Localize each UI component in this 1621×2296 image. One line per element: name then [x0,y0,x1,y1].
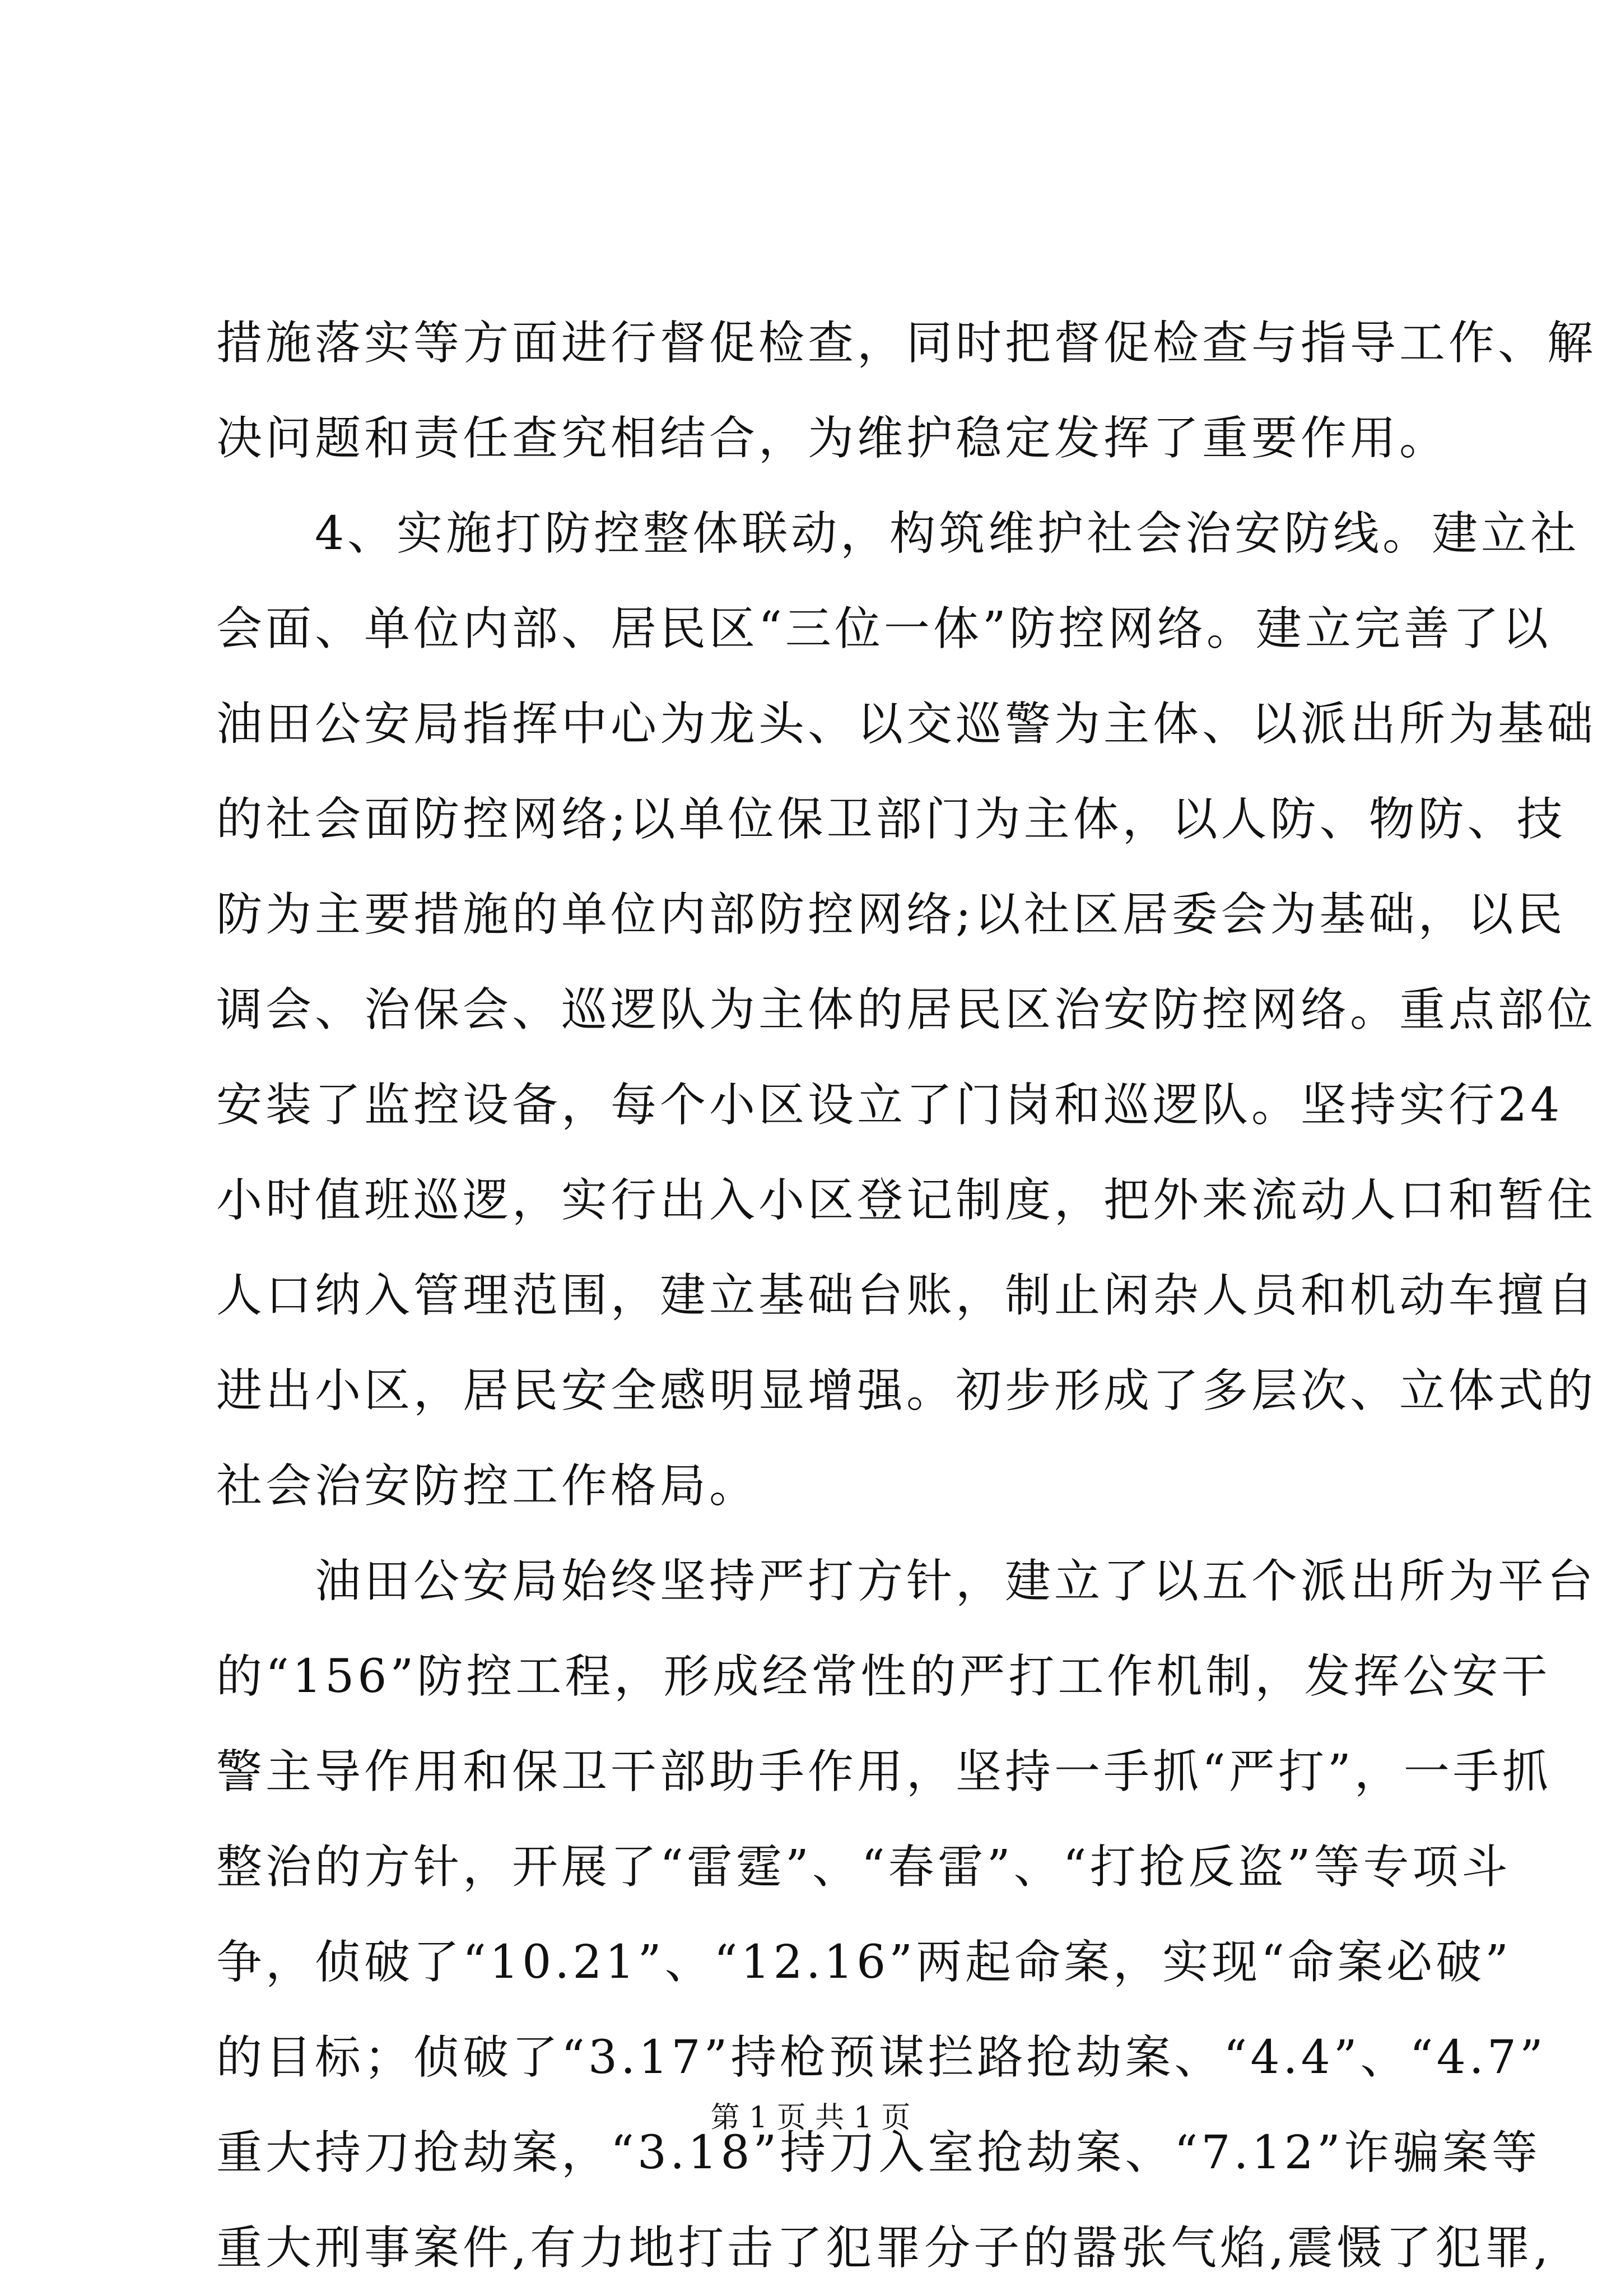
text-line: 会面、单位内部、居民区“三位一体”防控网络。建立完善了以 [216,602,1552,656]
page-footer: 第 1 页 共 1 页 [710,2101,911,2135]
text-line: 油田公安局指挥中心为龙头、以交巡警为主体、以派出所为基础 [216,698,1597,751]
text-line: 的目标；侦破了“3.17”持枪预谋拦路抢劫案、“4.4”、“4.7” [216,2031,1547,2084]
text-line: 4、实施打防控整体联动，构筑维护社会治安防线。建立社 [216,507,1580,560]
text-line: 重大刑事案件,有力地打击了犯罪分子的嚣张气焰,震慑了犯罪, [216,2221,1552,2275]
text-line: 防为主要措施的单位内部防控网络;以社区居委会为基础，以民 [216,888,1566,941]
text-line: 的社会面防控网络;以单位保卫部门为主体，以人防、物防、技 [216,793,1566,846]
text-line: 警主导作用和保卫干部助手作用，坚持一手抓“严打”，一手抓 [216,1745,1552,1798]
text-line: 措施落实等方面进行督促检查，同时把督促检查与指导工作、解 [216,317,1597,370]
text-line: 油田公安局始终坚持严打方针，建立了以五个派出所为平台 [216,1555,1597,1608]
text-line: 决问题和责任查究相结合，为维护稳定发挥了重要作用。 [216,412,1449,465]
text-line: 人口纳入管理范围，建立基础台账，制止闲杂人员和机动车擅自 [216,1269,1597,1322]
text-line: 安装了监控设备，每个小区设立了门岗和巡逻队。坚持实行24 [216,1079,1563,1132]
document-body [216,296,1597,2296]
text-line: 整治的方针，开展了“雷霆”、“春雷”、“打抢反盗”等专项斗 [216,1840,1511,1894]
text-line: 社会治安防控工作格局。 [216,1460,759,1513]
text-line: 争，侦破了“10.21”、“12.16”两起命案，实现“命案必破” [216,1936,1512,1989]
text-line: 重大持刀抢劫案，“3.18”持刀入室抢劫案、“7.12”诈骗案等 [216,2126,1541,2179]
text-line: 进出小区，居民安全感明显增强。初步形成了多层次、立体式的 [216,1364,1597,1417]
text-line: 的“156”防控工程，形成经常性的严打工作机制，发挥公安干 [216,1650,1551,1703]
text-line: 调会、治保会、巡逻队为主体的居民区治安防控网络。重点部位 [216,983,1597,1037]
text-line: 小时值班巡逻，实行出入小区登记制度，把外来流动人口和暂住 [216,1174,1597,1227]
